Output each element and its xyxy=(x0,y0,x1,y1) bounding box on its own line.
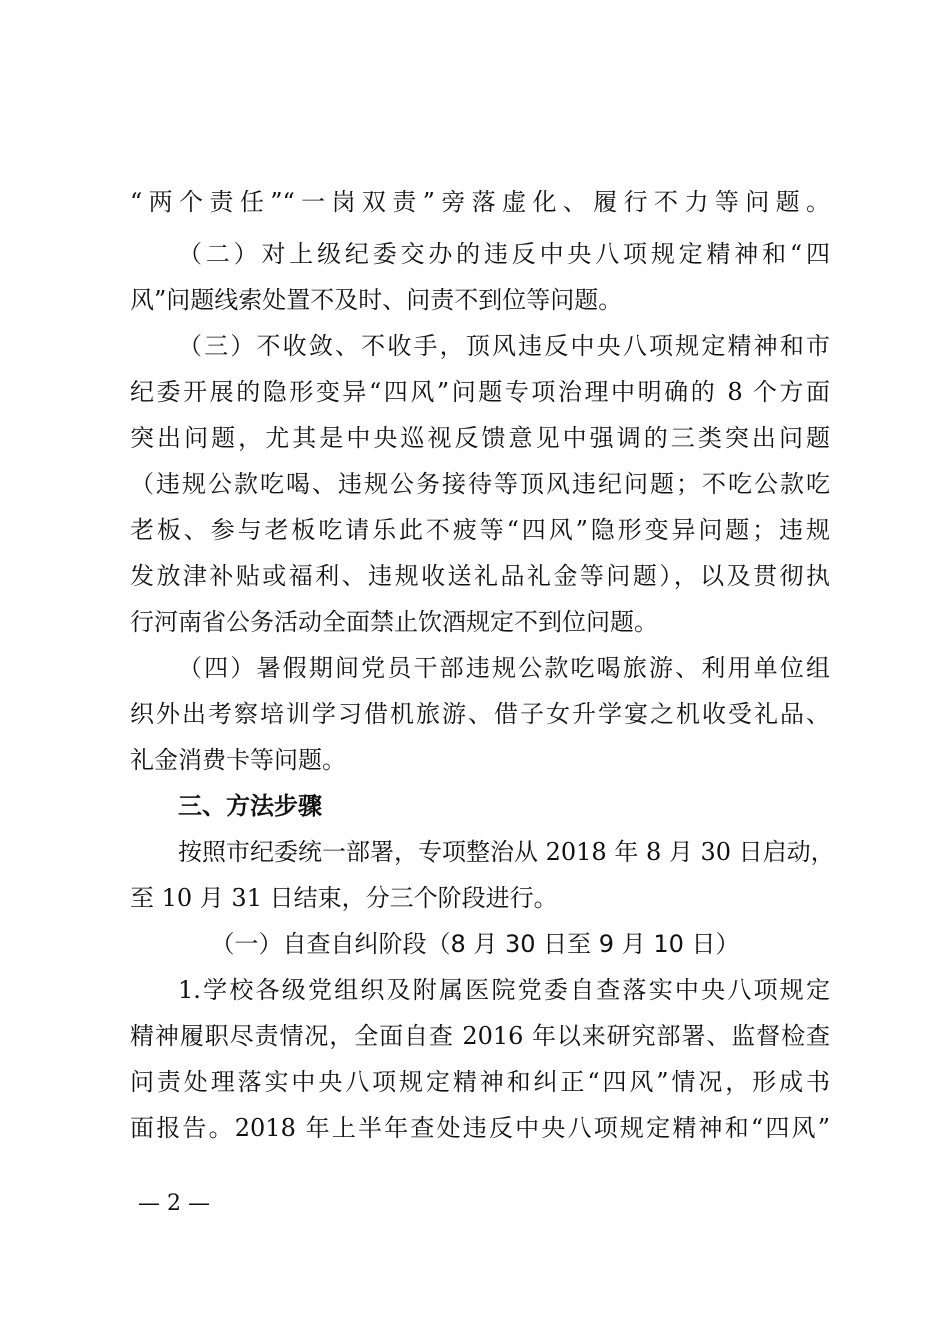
paragraph-line: 行河南省公务活动全面禁止饮酒规定不到位问题。 xyxy=(130,608,658,636)
page-number: — 2 — xyxy=(138,1191,210,1216)
paragraph-line: 礼金消费卡等问题。 xyxy=(130,746,346,774)
paragraph-line: “两个责任”“一岗双责”旁落虚化、履行不力等问题。 xyxy=(130,188,830,216)
paragraph-line: 发放津补贴或福利、违规收送礼品礼金等问题），以及贯彻执 xyxy=(130,562,830,590)
paragraph-line: 风”问题线索处置不及时、问责不到位等问题。 xyxy=(130,286,623,314)
subsection-heading: （一）自查自纠阶段（8 月 30 日至 9 月 10 日） xyxy=(210,930,740,958)
paragraph-line: 纪委开展的隐形变异“四风”问题专项治理中明确的 8 个方面 xyxy=(130,378,830,406)
paragraph-line: 1.学校各级党组织及附属医院党委自查落实中央八项规定 xyxy=(178,976,830,1004)
paragraph-line: 精神履职尽责情况，全面自查 2016 年以来研究部署、监督检查 xyxy=(130,1022,830,1050)
paragraph-line: 按照市纪委统一部署，专项整治从 2018 年 8 月 30 日启动， xyxy=(178,838,835,866)
paragraph-line: （四）暑假期间党员干部违规公款吃喝旅游、利用单位组 xyxy=(178,654,830,682)
paragraph-line: 突出问题，尤其是中央巡视反馈意见中强调的三类突出问题 xyxy=(130,424,830,452)
paragraph-line: （违规公款吃喝、违规公务接待等顶风违纪问题；不吃公款吃 xyxy=(130,470,830,498)
section-heading: 三、方法步骤 xyxy=(178,792,322,820)
paragraph-line: 面报告。2018 年上半年查处违反中央八项规定精神和“四风” xyxy=(130,1114,830,1142)
paragraph-line: （二）对上级纪委交办的违反中央八项规定精神和“四 xyxy=(178,240,830,268)
paragraph-line: 至 10 月 31 日结束，分三个阶段进行。 xyxy=(130,884,558,912)
paragraph-line: 织外出考察培训学习借机旅游、借子女升学宴之机收受礼品、 xyxy=(130,700,830,728)
paragraph-line: 问责处理落实中央八项规定精神和纠正“四风”情况，形成书 xyxy=(130,1068,830,1096)
paragraph-line: （三）不收敛、不收手，顶风违反中央八项规定精神和市 xyxy=(178,332,830,360)
paragraph-line: 老板、参与老板吃请乐此不疲等“四风”隐形变异问题；违规 xyxy=(130,516,830,544)
